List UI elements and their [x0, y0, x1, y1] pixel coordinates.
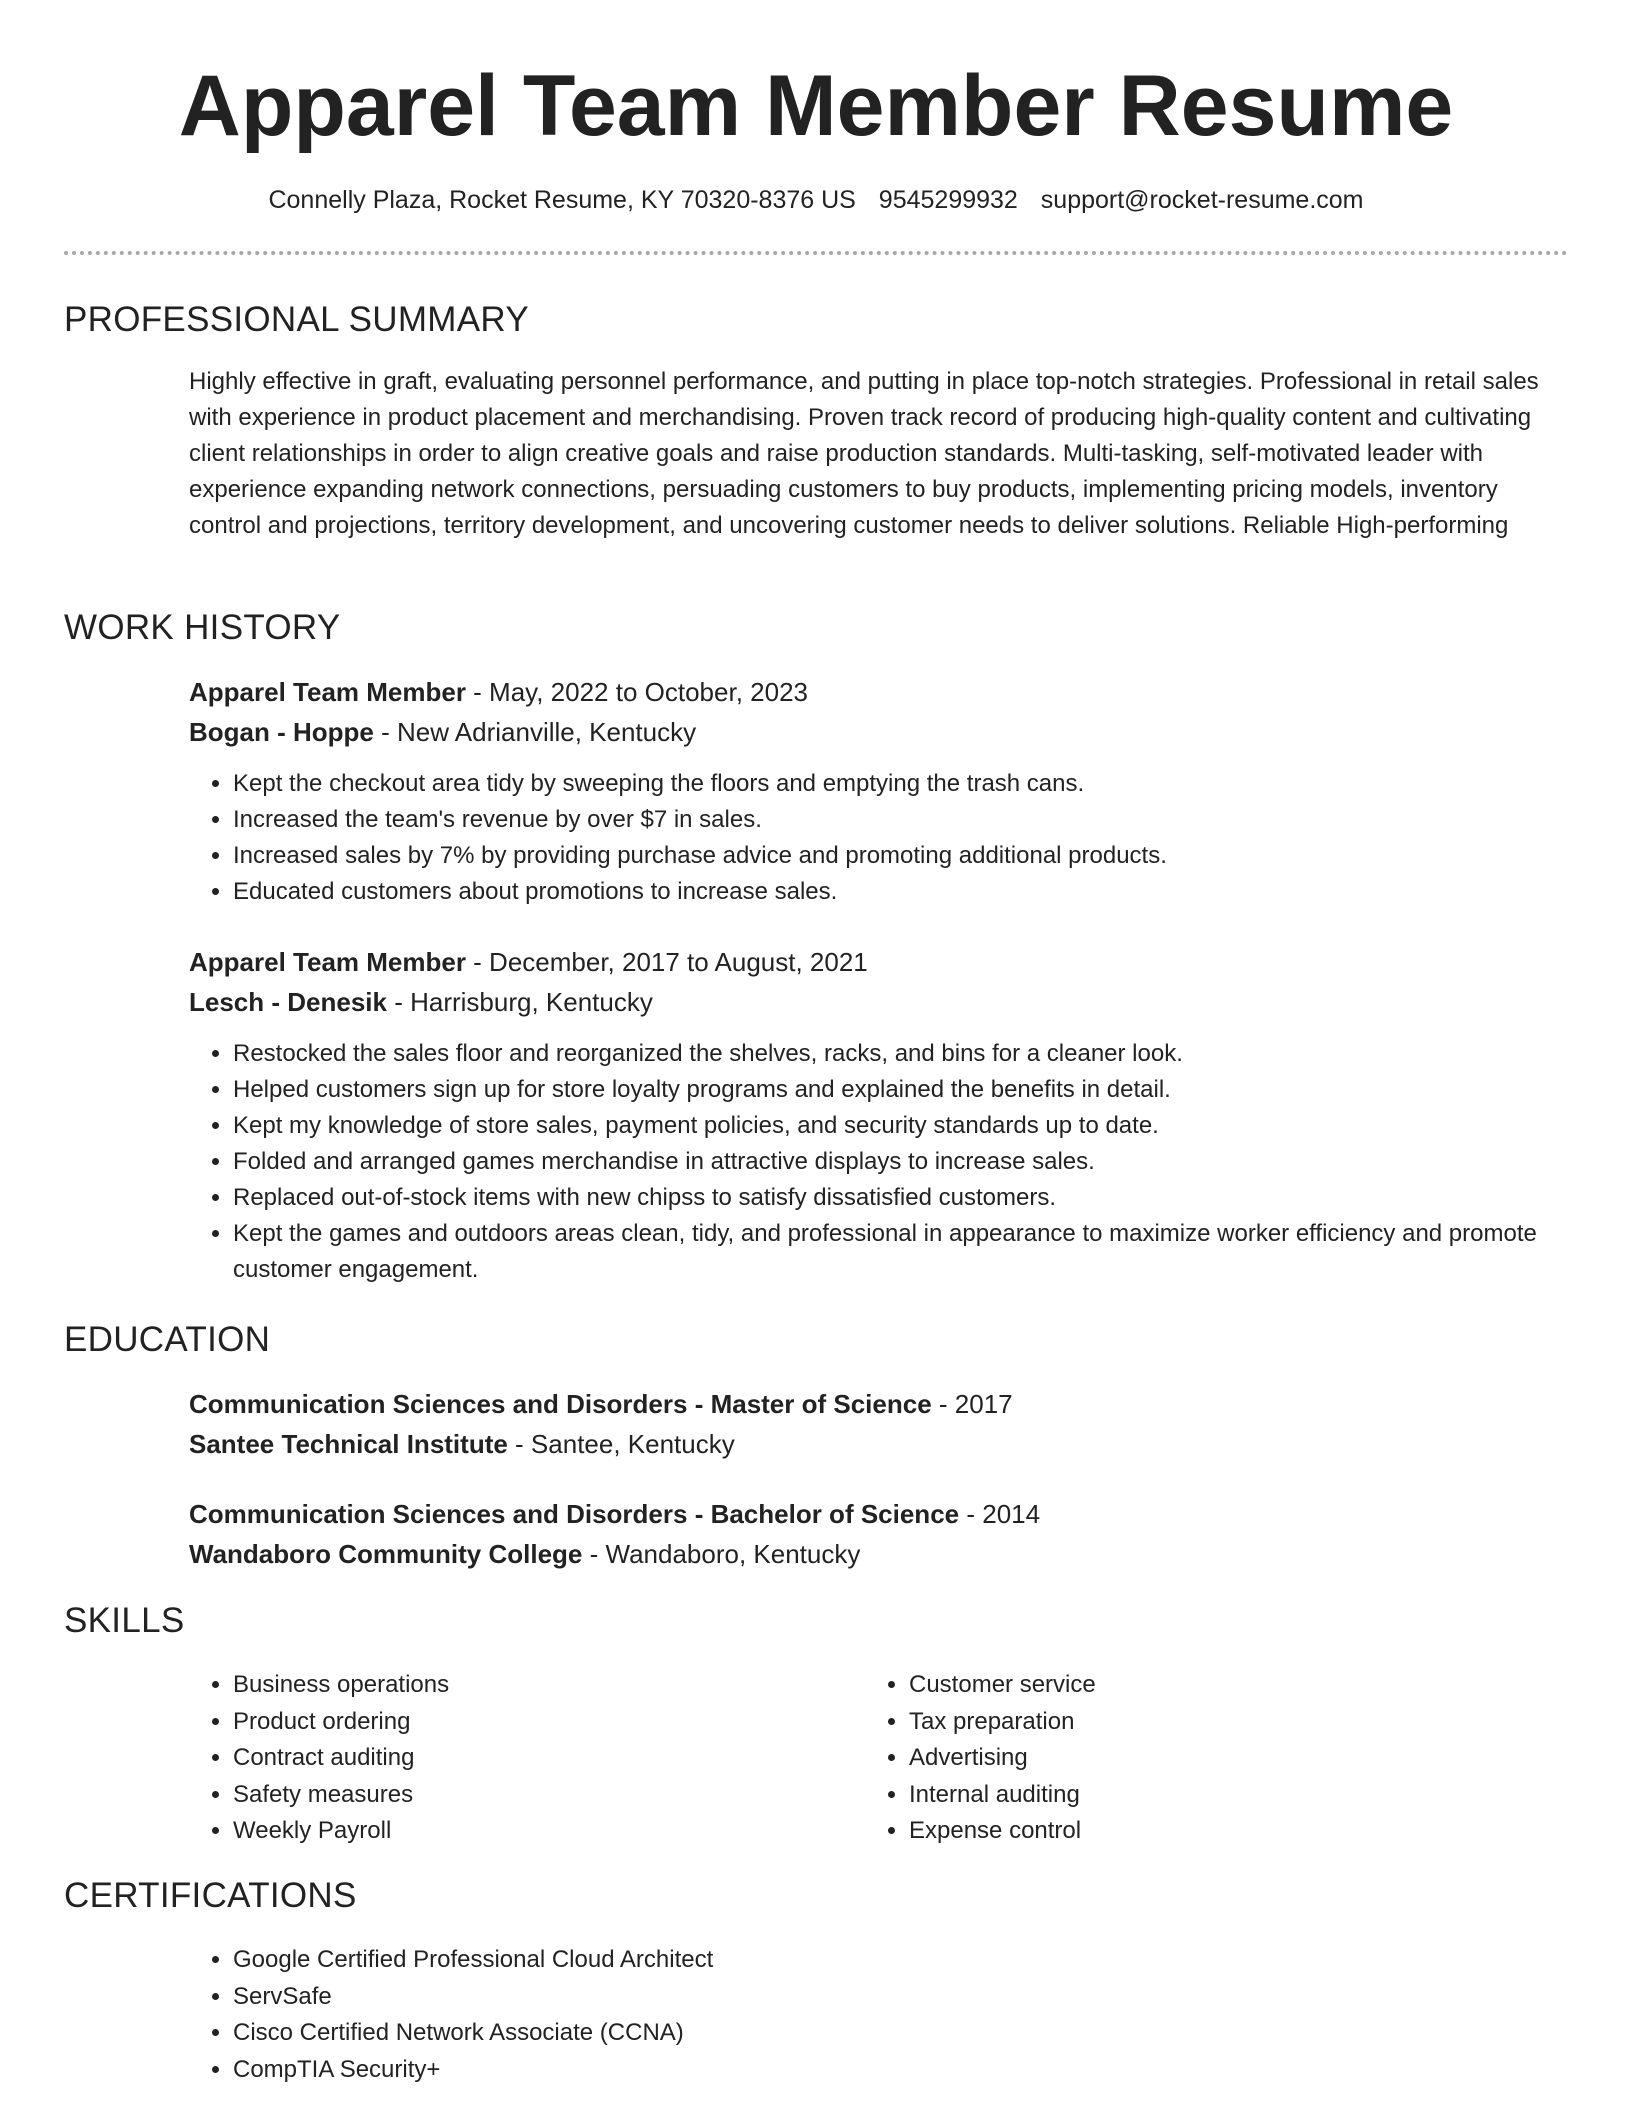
- skill-item: • Advertising: [909, 1740, 1465, 1777]
- skill-item: • Expense control: [909, 1813, 1465, 1850]
- school-location: - Wandaboro, Kentucky: [582, 1539, 861, 1569]
- job-bullet: • Kept the checkout area tidy by sweeping the floors and emptying the trash cans.: [233, 766, 1539, 802]
- job-company-line: [189, 712, 1539, 752]
- skill-item: • Business operations: [233, 1667, 789, 1704]
- job-title: Apparel Team Member: [189, 947, 466, 977]
- job-entry: [189, 942, 1539, 1288]
- job-bullet: • Increased the team's revenue by over $7 in sales.: [233, 802, 1539, 838]
- job-bullet: • Folded and arranged games merchandise in attractive displays to increase sales.: [233, 1144, 1539, 1180]
- certifications-heading: CERTIFICATIONS: [64, 1876, 357, 1915]
- skill-item: • Product ordering: [233, 1704, 789, 1741]
- job-dates: - December, 2017 to August, 2021: [465, 947, 868, 977]
- skill-item: • Weekly Payroll: [233, 1813, 789, 1850]
- certifications-section: [189, 1942, 1089, 2088]
- skill-item: • Internal auditing: [909, 1777, 1465, 1814]
- resume-title: Apparel Team Member Resume: [178, 58, 1454, 154]
- education-entry: [189, 1384, 1539, 1464]
- job-bullet: • Restocked the sales floor and reorganized the shelves, racks, and bins for a cleaner look.: [233, 1036, 1539, 1072]
- summary-heading: PROFESSIONAL SUMMARY: [64, 300, 529, 339]
- certification-item: • Cisco Certified Network Associate (CCNA): [233, 2015, 1089, 2052]
- job-bullet: • Replaced out-of-stock items with new chipss to satisfy dissatisfied customers.: [233, 1180, 1539, 1216]
- job-location: - New Adrianville, Kentucky: [373, 717, 697, 747]
- degree: Communication Sciences and Disorders - Master of Science: [189, 1389, 932, 1419]
- summary-section: [189, 364, 1539, 544]
- degree-line: [189, 1384, 1539, 1424]
- job-company: Bogan - Hoppe: [189, 717, 374, 747]
- degree: Communication Sciences and Disorders - Bachelor of Science: [189, 1499, 960, 1529]
- degree-year: - 2017: [931, 1389, 1013, 1419]
- education-entry: [189, 1494, 1539, 1574]
- contact-address: Connelly Plaza, Rocket Resume, KY 70320-8376 US: [268, 186, 856, 214]
- skills-list: [189, 1667, 789, 1850]
- school-line: [189, 1424, 1539, 1464]
- contact-phone: 9545299932: [878, 186, 1018, 214]
- job-bullet: • Helped customers sign up for store loyalty programs and explained the benefits in detail.: [233, 1072, 1539, 1108]
- skills-column-left: [189, 1667, 789, 1850]
- job-title-line: [189, 942, 1539, 982]
- contact-line: [0, 182, 1632, 218]
- degree-year: - 2014: [959, 1499, 1041, 1529]
- skill-item: • Tax preparation: [909, 1704, 1465, 1741]
- job-bullets: [189, 766, 1539, 910]
- work-history-heading: WORK HISTORY: [64, 608, 341, 647]
- job-bullet: • Kept my knowledge of store sales, payment policies, and security standards up to date.: [233, 1108, 1539, 1144]
- job-bullet: • Educated customers about promotions to increase sales.: [233, 874, 1539, 910]
- skill-item: • Safety measures: [233, 1777, 789, 1814]
- summary-text: Highly effective in graft, evaluating personnel performance, and putting in place top-notch strategies. Professional in retail sales with experience in product placement and merchandising. Proven track record of producing high-quality content and cultivating client relationships in order to align creative goals and raise production standards. Multi-tasking, self-motivated leader with experience expanding network connections, persuading customers to buy products, implementing pricing models, inventory control and projections, territory development, and uncovering customer needs to deliver solutions. Reliable High-performing: [189, 368, 1539, 539]
- contact-email: support@rocket-resume.com: [1040, 186, 1364, 214]
- job-dates: - May, 2022 to October, 2023: [465, 677, 808, 707]
- job-title-line: [189, 672, 1539, 712]
- school-location: - Santee, Kentucky: [507, 1429, 735, 1459]
- skills-heading: SKILLS: [64, 1601, 185, 1640]
- education-heading: EDUCATION: [64, 1320, 271, 1359]
- degree-line: [189, 1494, 1539, 1534]
- job-bullets: [189, 1036, 1539, 1288]
- certifications-list: [189, 1942, 1089, 2088]
- school: Santee Technical Institute: [189, 1429, 508, 1459]
- job-location: - Harrisburg, Kentucky: [386, 987, 653, 1017]
- header-divider: [64, 251, 1568, 255]
- skill-item: • Customer service: [909, 1667, 1465, 1704]
- skills-list: [865, 1667, 1465, 1850]
- certification-item: • CompTIA Security+: [233, 2052, 1089, 2089]
- job-bullet: • Kept the games and outdoors areas clean, tidy, and professional in appearance to maximize worker efficiency and promote customer engagement.: [233, 1216, 1539, 1288]
- school: Wandaboro Community College: [189, 1539, 583, 1569]
- job-company: Lesch - Denesik: [189, 987, 387, 1017]
- certification-item: • ServSafe: [233, 1979, 1089, 2016]
- skill-item: • Contract auditing: [233, 1740, 789, 1777]
- job-entry: [189, 672, 1539, 910]
- job-company-line: [189, 982, 1539, 1022]
- certification-item: • Google Certified Professional Cloud Architect: [233, 1942, 1089, 1979]
- job-title: Apparel Team Member: [189, 677, 466, 707]
- school-line: [189, 1534, 1539, 1574]
- skills-column-right: [865, 1667, 1465, 1850]
- job-bullet: • Increased sales by 7% by providing purchase advice and promoting additional products.: [233, 838, 1539, 874]
